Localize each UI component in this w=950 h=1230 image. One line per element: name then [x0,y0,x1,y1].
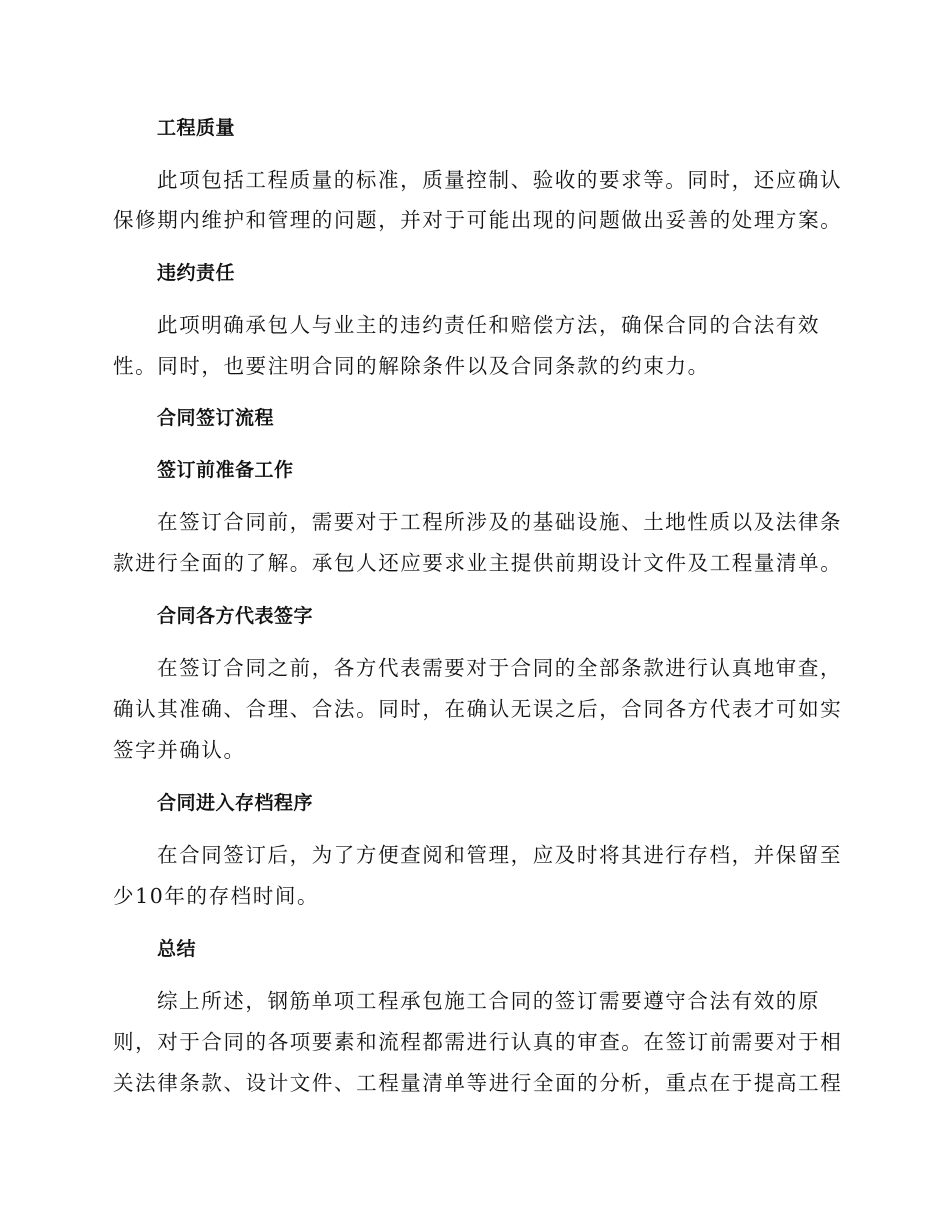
paragraph-line: 少10年的存档时间。 [113,884,320,908]
paragraph-line: 则，对于合同的各项要素和流程都需进行认真的审查。在签订前需要对于相 [113,1030,843,1054]
paragraph-line: 款进行全面的了解。承包人还应要求业主提供前期设计文件及工程量清单。 [113,551,843,575]
section-heading-quality: 工程质量 [157,117,236,139]
section-heading-archiving: 合同进入存档程序 [157,792,314,814]
paragraph-line: 性。同时，也要注明合同的解除条件以及合同条款的约束力。 [113,354,710,378]
paragraph-line: 在签订合同之前，各方代表需要对于合同的全部条款进行认真地审查， [157,656,843,680]
section-heading-breach: 违约责任 [157,262,236,284]
paragraph-line: 保修期内维护和管理的问题，并对于可能出现的问题做出妥善的处理方案。 [113,208,843,232]
paragraph-line: 综上所述，钢筋单项工程承包施工合同的签订需要遵守合法有效的原 [157,989,820,1013]
section-heading-summary: 总结 [157,938,197,960]
paragraph-line: 确认其准确、合理、合法。同时，在确认无误之后，合同各方代表才可如实 [113,697,843,721]
paragraph-line: 在签订合同前，需要对于工程所涉及的基础设施、土地性质以及法律条 [157,510,843,534]
paragraph-line: 此项明确承包人与业主的违约责任和赔偿方法，确保合同的合法有效 [157,313,820,337]
section-heading-preparation: 签订前准备工作 [157,459,294,481]
paragraph-line: 在合同签订后，为了方便查阅和管理，应及时将其进行存档，并保留至 [157,843,843,867]
paragraph-line: 签字并确认。 [113,738,246,762]
paragraph-line: 此项包括工程质量的标准，质量控制、验收的要求等。同时，还应确认 [157,168,843,192]
section-heading-representatives: 合同各方代表签字 [157,605,314,627]
paragraph-line: 关法律条款、设计文件、工程量清单等进行全面的分析，重点在于提高工程 [113,1071,843,1095]
section-heading-signing-process: 合同签订流程 [157,407,275,429]
